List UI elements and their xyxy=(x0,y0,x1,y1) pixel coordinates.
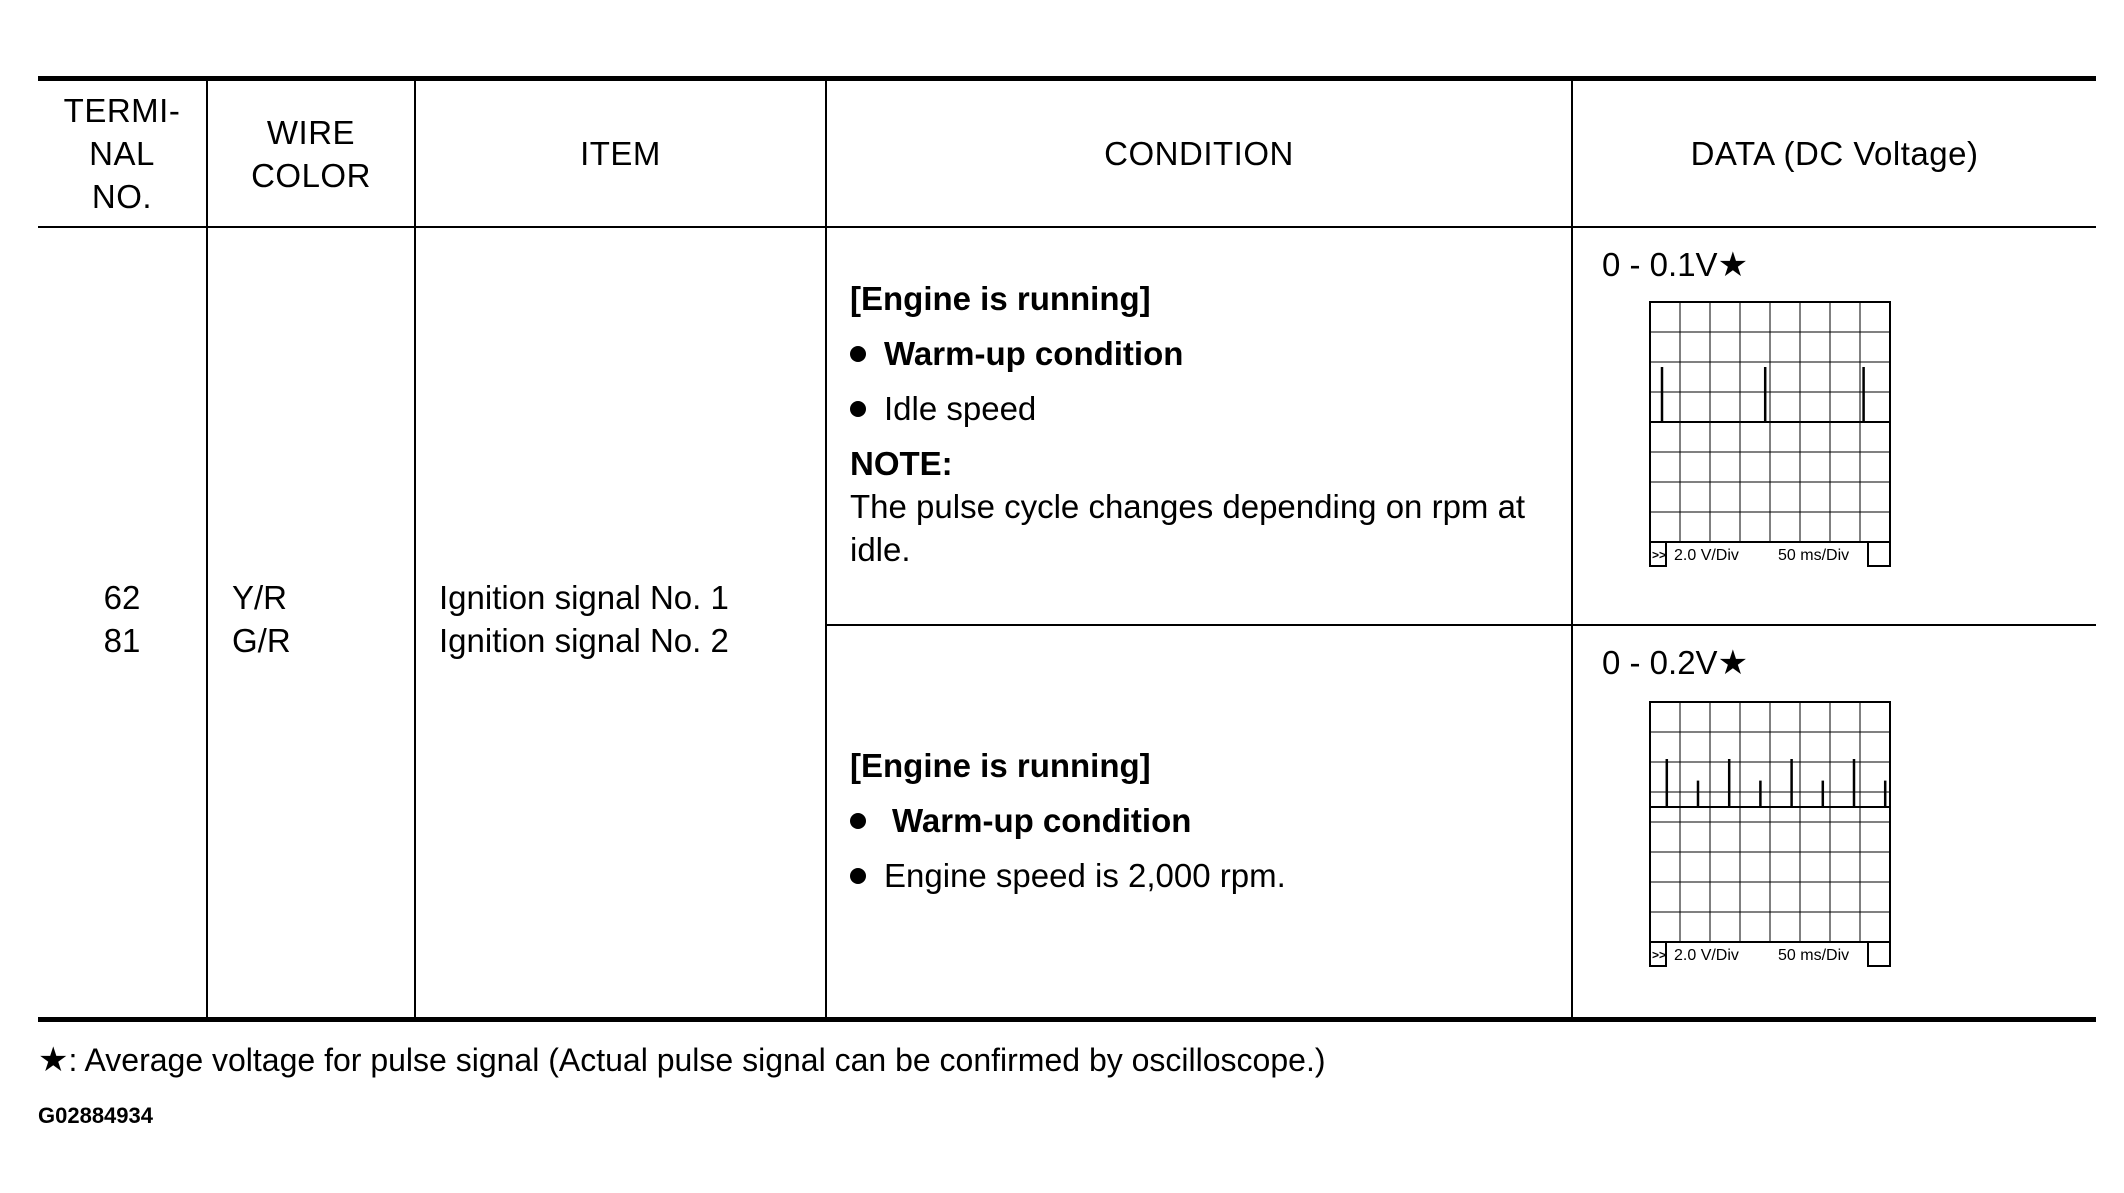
row-divider-rule xyxy=(826,624,2096,626)
wire-colors: Y/R G/R xyxy=(232,579,291,659)
note-label: NOTE: xyxy=(850,445,953,482)
header-bottom-rule xyxy=(38,226,2096,228)
scope-arrow-label: >> xyxy=(1652,548,1667,562)
oscilloscope-waveform-1 xyxy=(1648,300,1892,570)
scope-volt-div: 2.0 V/Div xyxy=(1674,947,1739,964)
scope-arrow-label: >> xyxy=(1652,948,1667,962)
bullet-dot xyxy=(850,346,866,362)
scope-corner-box xyxy=(1868,942,1890,966)
bullet-dot xyxy=(850,813,866,829)
footnote: ★: Average voltage for pulse signal (Actual pulse signal can be confirmed by oscilloscope.) xyxy=(38,1041,1326,1079)
scope-volt-div: 2.0 V/Div xyxy=(1674,547,1739,564)
condition-heading: [Engine is running] xyxy=(850,280,1151,317)
header-terminal-no: TERMI- NAL NO. xyxy=(63,92,181,215)
header-item: ITEM xyxy=(580,135,661,172)
bullet-item: Warm-up condition xyxy=(850,799,1570,842)
condition-idle xyxy=(850,277,1570,571)
header-wire-color: WIRE COLOR xyxy=(251,113,371,194)
scope-corner-box xyxy=(1868,542,1890,566)
bullet-dot xyxy=(850,868,866,884)
header-condition: CONDITION xyxy=(1104,135,1294,172)
note-text: The pulse cycle changes depending on rpm at idle. xyxy=(850,488,1526,568)
voltage-value-1: 0 - 0.1V★ xyxy=(1602,246,1749,284)
star-icon: ★ xyxy=(1717,246,1749,284)
table-bottom-rule xyxy=(38,1017,2096,1022)
star-icon: ★ xyxy=(1717,644,1749,682)
terminal-numbers: 62 81 xyxy=(103,579,141,659)
voltage-value-2: 0 - 0.2V★ xyxy=(1602,644,1749,682)
bullet-item: Engine speed is 2,000 rpm. xyxy=(850,854,1570,897)
oscilloscope-waveform-2 xyxy=(1648,700,1892,970)
bullet-item: Warm-up condition xyxy=(850,332,1570,375)
scope-time-div: 50 ms/Div xyxy=(1778,947,1850,964)
star-icon: ★ xyxy=(38,1041,69,1079)
bullet-dot xyxy=(850,401,866,417)
header-data: DATA (DC Voltage) xyxy=(1690,135,1979,172)
scope-time-div: 50 ms/Div xyxy=(1778,547,1850,564)
figure-code: G02884934 xyxy=(38,1103,153,1128)
condition-heading: [Engine is running] xyxy=(850,747,1151,784)
item-names: Ignition signal No. 1 Ignition signal No. 2 xyxy=(439,579,729,659)
bullet-item: Idle speed xyxy=(850,387,1570,430)
scope-grid xyxy=(1650,702,1890,942)
condition-2000rpm xyxy=(850,744,1570,897)
